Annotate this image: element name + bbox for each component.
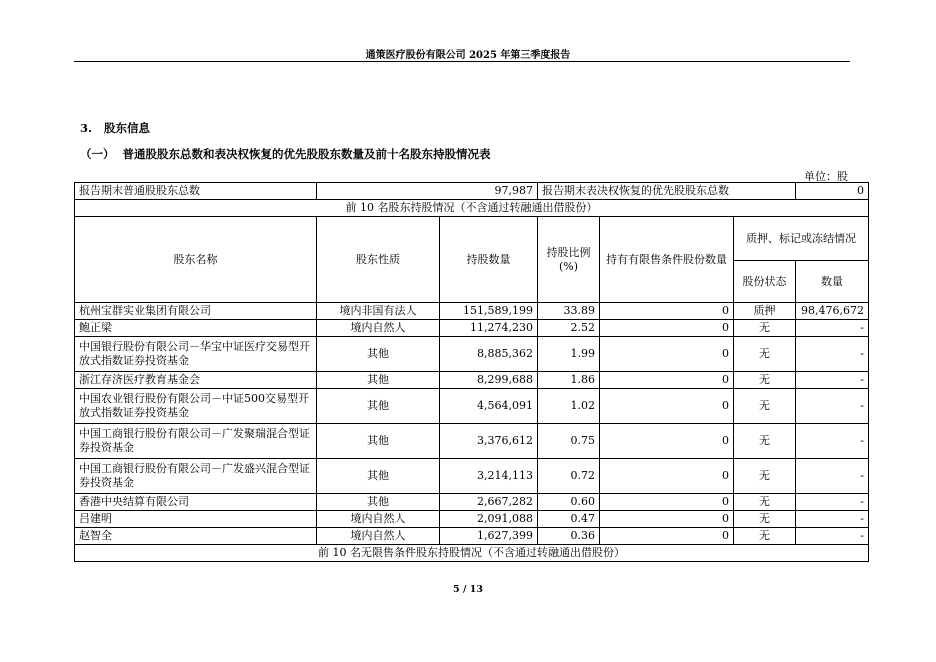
- holder-name: 杭州宝群实业集团有限公司: [75, 303, 317, 320]
- holder-shares: 1,627,399: [440, 528, 538, 545]
- column-header-row: [75, 217, 869, 261]
- common-holders-label: 报告期末普通股股东总数: [75, 183, 317, 200]
- holder-ratio: 2.52: [538, 320, 600, 337]
- holder-pledge-status: 无: [734, 424, 796, 459]
- col-header-pledge-status: 股份状态: [734, 261, 796, 303]
- holder-pledge-qty: -: [796, 320, 869, 337]
- unrestricted-caption-row: [75, 545, 869, 562]
- holder-shares: 11,274,230: [440, 320, 538, 337]
- holder-shares: 3,376,612: [440, 424, 538, 459]
- holder-restricted: 0: [600, 389, 734, 424]
- holder-name: 中国农业银行股份有限公司－中证500交易型开放式指数证券投资基金: [75, 389, 317, 424]
- holder-pledge-status: 无: [734, 320, 796, 337]
- col-header-shares: 持股数量: [440, 217, 538, 303]
- holder-pledge-status: 无: [734, 372, 796, 389]
- holder-restricted: 0: [600, 320, 734, 337]
- holder-nature: 其他: [317, 459, 440, 494]
- holder-pledge-qty: 98,476,672: [796, 303, 869, 320]
- holder-name: 浙江存济医疗教育基金会: [75, 372, 317, 389]
- holder-shares: 3,214,113: [440, 459, 538, 494]
- holder-pledge-status: 质押: [734, 303, 796, 320]
- table-row: [75, 424, 869, 459]
- holder-nature: 其他: [317, 494, 440, 511]
- table-row: [75, 372, 869, 389]
- header-rule: [74, 61, 850, 62]
- holder-pledge-qty: -: [796, 511, 869, 528]
- shareholder-table: [74, 182, 869, 562]
- holder-ratio: 1.99: [538, 337, 600, 372]
- section-heading: [80, 120, 150, 136]
- table-row: [75, 337, 869, 372]
- holder-pledge-qty: -: [796, 372, 869, 389]
- holder-restricted: 0: [600, 337, 734, 372]
- holder-pledge-status: 无: [734, 528, 796, 545]
- holder-nature: 境内自然人: [317, 320, 440, 337]
- col-header-pledge-group: 质押、标记或冻结情况: [734, 217, 869, 261]
- holder-pledge-status: 无: [734, 494, 796, 511]
- page-number: 5 / 13: [453, 584, 483, 595]
- holder-pledge-status: 无: [734, 389, 796, 424]
- holder-pledge-status: 无: [734, 511, 796, 528]
- holder-restricted: 0: [600, 511, 734, 528]
- subsection-heading: [80, 146, 491, 162]
- holder-ratio: 1.02: [538, 389, 600, 424]
- holder-restricted: 0: [600, 494, 734, 511]
- holder-name: 中国工商银行股份有限公司－广发聚瑞混合型证券投资基金: [75, 424, 317, 459]
- table-row: [75, 494, 869, 511]
- holder-ratio: 0.75: [538, 424, 600, 459]
- holder-shares: 8,885,362: [440, 337, 538, 372]
- col-header-pledge-qty: 数量: [796, 261, 869, 303]
- holder-nature: 境内非国有法人: [317, 303, 440, 320]
- holder-shares: 151,589,199: [440, 303, 538, 320]
- table-row: [75, 320, 869, 337]
- holder-ratio: 0.60: [538, 494, 600, 511]
- holder-shares: 4,564,091: [440, 389, 538, 424]
- table-row: [75, 459, 869, 494]
- holder-pledge-status: 无: [734, 337, 796, 372]
- holder-name: 中国工商银行股份有限公司－广发盛兴混合型证券投资基金: [75, 459, 317, 494]
- holder-name: 鲍正梁: [75, 320, 317, 337]
- report-header: 通策医疗股份有限公司 2025 年第三季度报告: [365, 50, 571, 61]
- holder-pledge-status: 无: [734, 459, 796, 494]
- holder-name: 香港中央结算有限公司: [75, 494, 317, 511]
- table-row: [75, 389, 869, 424]
- col-header-ratio: 持股比例(%): [538, 217, 600, 303]
- holder-ratio: 33.89: [538, 303, 600, 320]
- table-row: [75, 528, 869, 545]
- holder-restricted: 0: [600, 303, 734, 320]
- table-row: [75, 303, 869, 320]
- holder-restricted: 0: [600, 424, 734, 459]
- subsection-number: （一）: [80, 147, 115, 161]
- holder-pledge-qty: -: [796, 494, 869, 511]
- common-holders-value: 97,987: [317, 183, 538, 200]
- holder-restricted: 0: [600, 459, 734, 494]
- col-header-restricted: 持有有限售条件股份数量: [600, 217, 734, 303]
- holder-name: 中国银行股份有限公司－华宝中证医疗交易型开放式指数证券投资基金: [75, 337, 317, 372]
- summary-row: [75, 183, 869, 200]
- top10-caption: 前 10 名股东持股情况（不含通过转融通出借股份）: [75, 200, 869, 217]
- holder-ratio: 1.86: [538, 372, 600, 389]
- unrestricted-caption: 前 10 名无限售条件股东持股情况（不含通过转融通出借股份）: [75, 545, 869, 562]
- holder-nature: 其他: [317, 337, 440, 372]
- holder-pledge-qty: -: [796, 389, 869, 424]
- preferred-holders-value: 0: [796, 183, 869, 200]
- section-title: 股东信息: [104, 121, 151, 135]
- holder-name: 赵智全: [75, 528, 317, 545]
- preferred-holders-label: 报告期末表决权恢复的优先股股东总数: [538, 183, 796, 200]
- holder-name: 吕建明: [75, 511, 317, 528]
- holder-pledge-qty: -: [796, 337, 869, 372]
- unit-label: 单位：股: [804, 170, 848, 183]
- holder-nature: 其他: [317, 372, 440, 389]
- holder-nature: 其他: [317, 389, 440, 424]
- section-number: 3.: [80, 121, 93, 135]
- col-header-nature: 股东性质: [317, 217, 440, 303]
- subsection-title: 普通股股东总数和表决权恢复的优先股股东数量及前十名股东持股情况表: [122, 147, 491, 161]
- holder-pledge-qty: -: [796, 424, 869, 459]
- holder-nature: 境内自然人: [317, 511, 440, 528]
- holder-pledge-qty: -: [796, 528, 869, 545]
- holder-pledge-qty: -: [796, 459, 869, 494]
- table-row: [75, 511, 869, 528]
- col-header-name: 股东名称: [75, 217, 317, 303]
- top10-caption-row: [75, 200, 869, 217]
- holder-restricted: 0: [600, 528, 734, 545]
- holder-ratio: 0.36: [538, 528, 600, 545]
- holder-restricted: 0: [600, 372, 734, 389]
- holder-nature: 境内自然人: [317, 528, 440, 545]
- holder-ratio: 0.72: [538, 459, 600, 494]
- holder-ratio: 0.47: [538, 511, 600, 528]
- holder-shares: 8,299,688: [440, 372, 538, 389]
- holder-shares: 2,091,088: [440, 511, 538, 528]
- holder-shares: 2,667,282: [440, 494, 538, 511]
- holder-nature: 其他: [317, 424, 440, 459]
